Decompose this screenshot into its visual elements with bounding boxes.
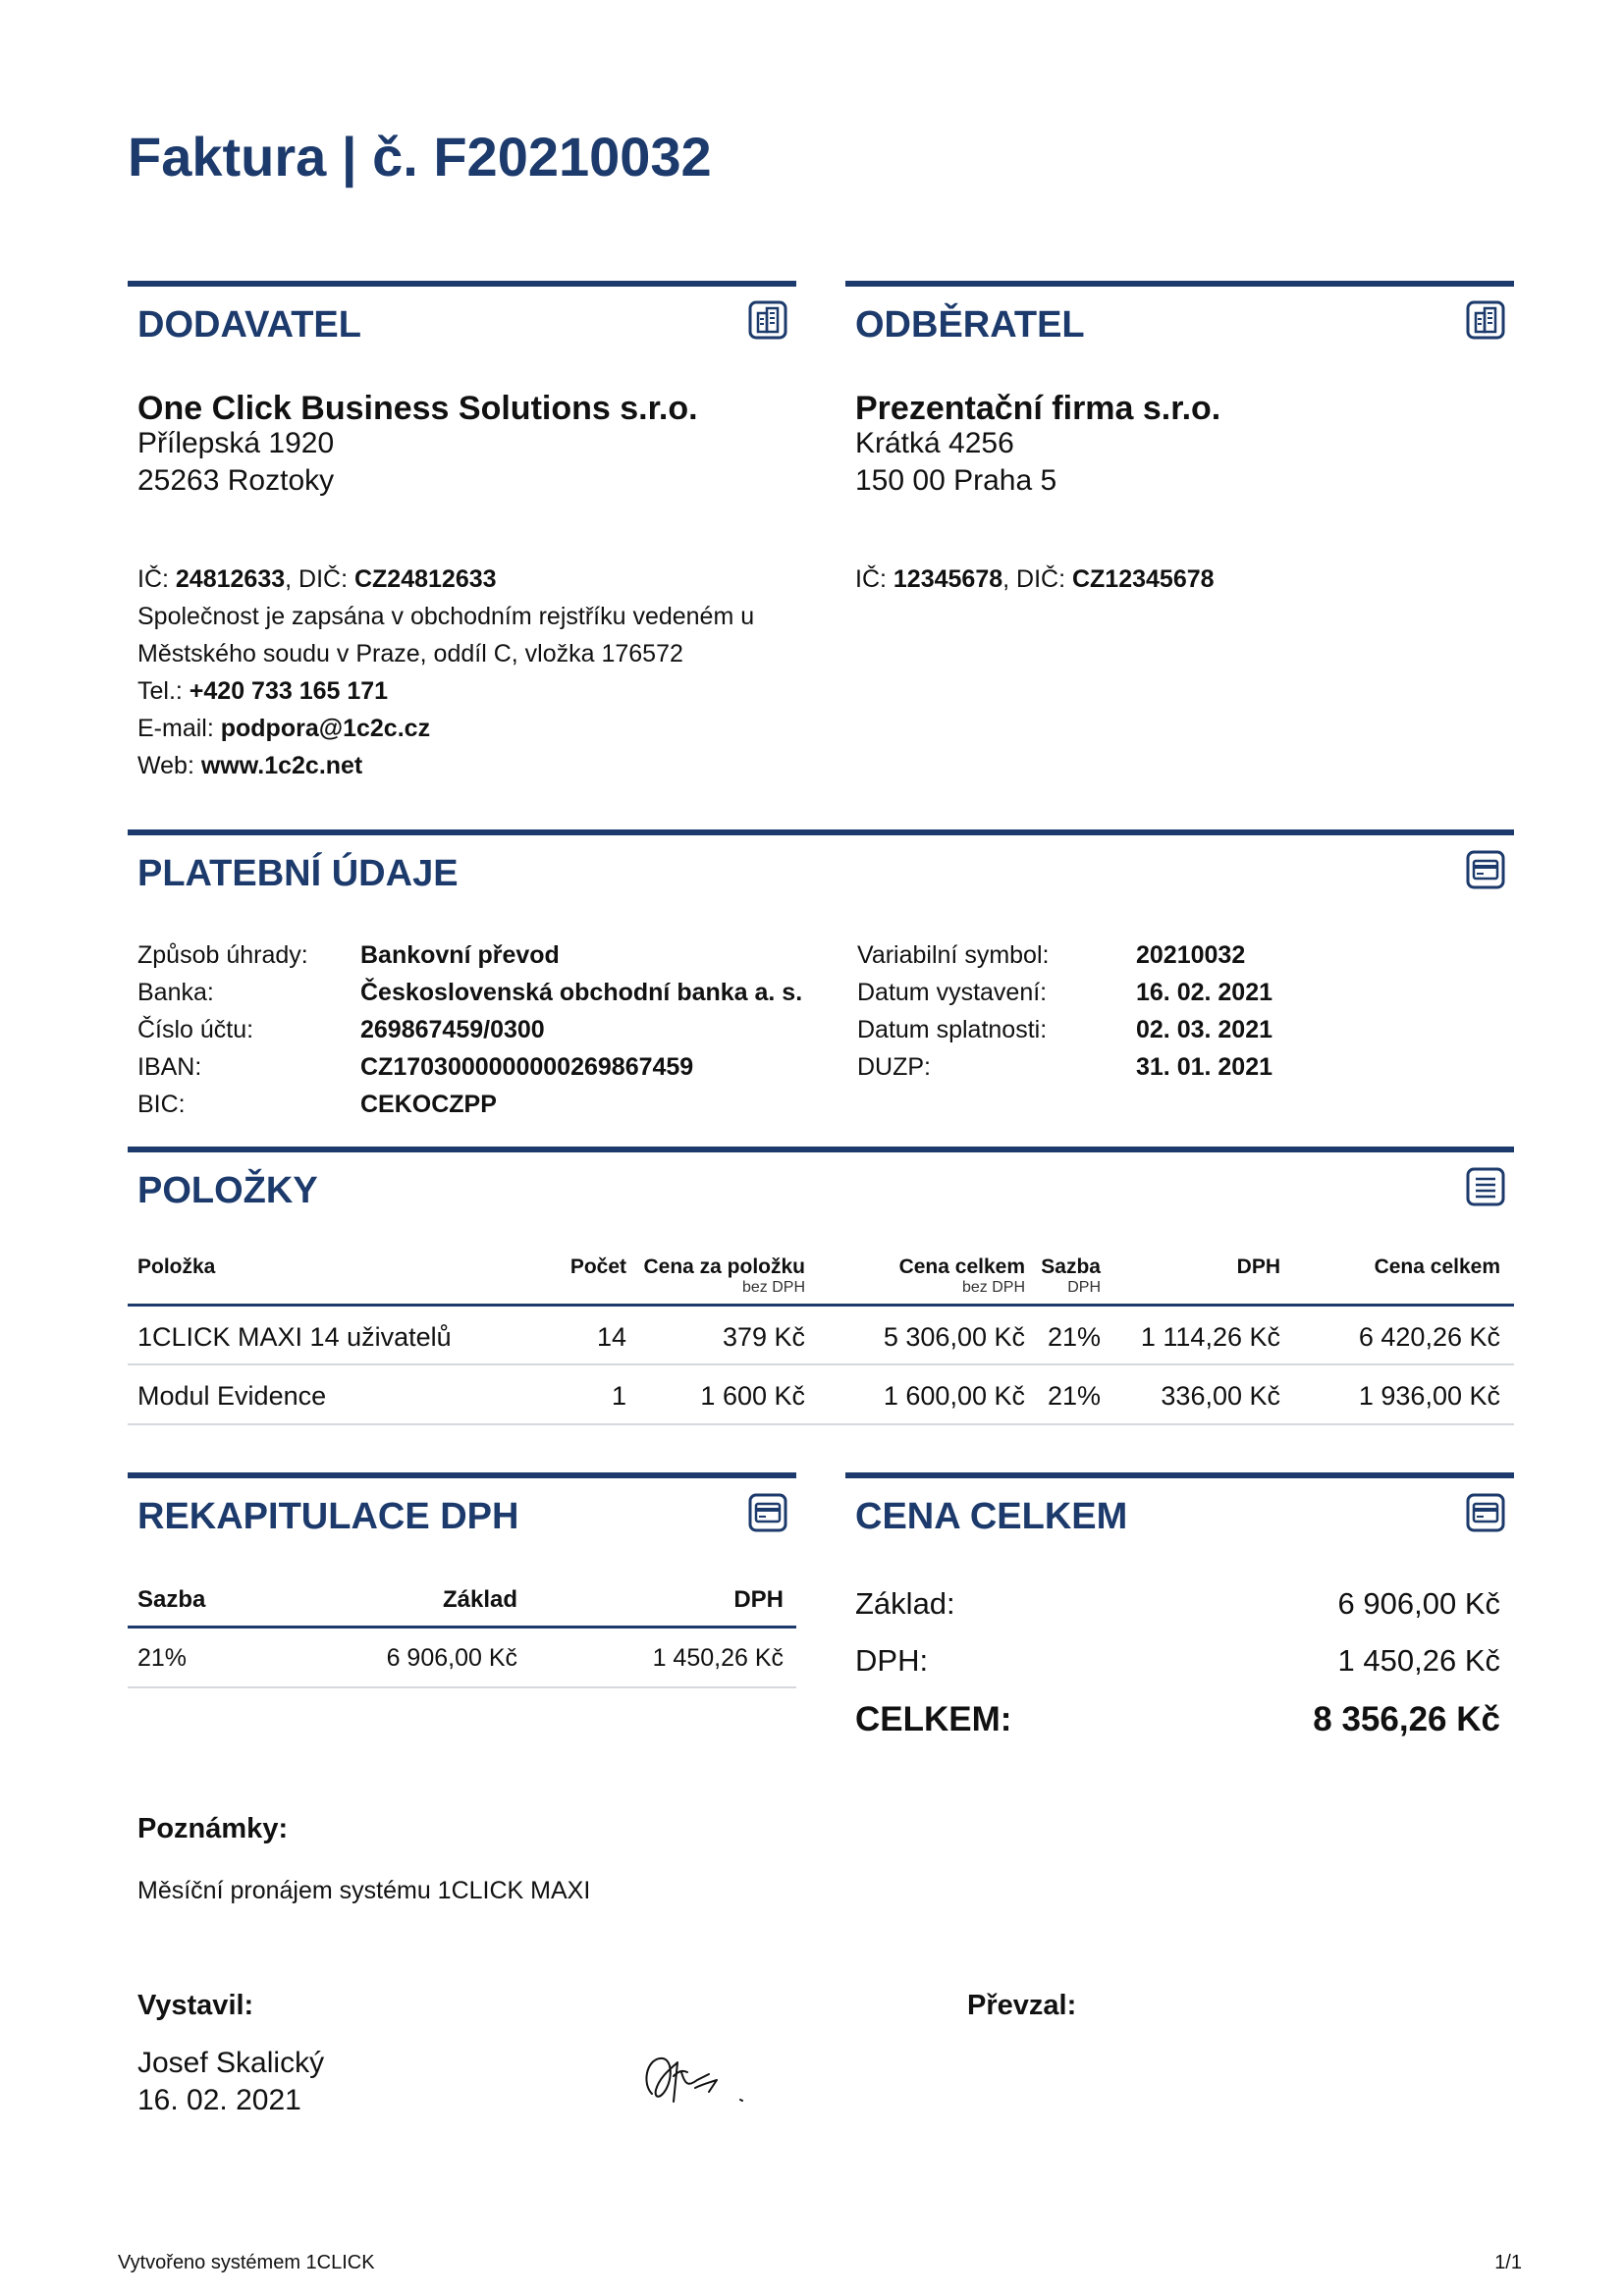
page-number: 1/1 xyxy=(1494,2252,1522,2273)
supplier-ids xyxy=(137,567,497,592)
issued-name: Josef Skalický xyxy=(137,2047,325,2079)
payment-value: 16. 02. 2021 xyxy=(1136,979,1273,1006)
col-count: Počet xyxy=(569,1255,626,1278)
registry-line-2: Městského soudu v Praze, oddíl C, vložka 176572 xyxy=(137,640,683,667)
customer-name: Prezentační firma s.r.o. xyxy=(855,390,1221,427)
payment-value: 269867459/0300 xyxy=(360,1016,545,1043)
supplier-city: 25263 Roztoky xyxy=(137,464,335,497)
supplier-name: One Click Business Solutions s.r.o. xyxy=(137,390,698,427)
tel-label: Tel.: xyxy=(137,677,189,705)
total-heading: CENA CELKEM xyxy=(855,1496,1128,1537)
vat-rate: 21% xyxy=(137,1644,188,1672)
notes-text: Měsíční pronájem systému 1CLICK MAXI xyxy=(137,1877,591,1904)
card-icon xyxy=(1466,1493,1505,1532)
item-total-net: 1 600,00 Kč xyxy=(883,1381,1025,1411)
payment-heading: PLATEBNÍ ÚDAJE xyxy=(137,853,459,894)
building-icon xyxy=(748,300,787,340)
item-count: 14 xyxy=(596,1322,626,1352)
received-label: Převzal: xyxy=(967,1990,1077,2021)
supplier-tel xyxy=(137,679,388,704)
supplier-heading: DODAVATEL xyxy=(137,304,361,346)
payment-label: BIC: xyxy=(137,1091,186,1118)
col-unit-price-sub: bez DPH xyxy=(741,1279,805,1296)
vat-col-vat: DPH xyxy=(733,1586,784,1613)
email-label: E-mail: xyxy=(137,715,221,742)
item-count: 1 xyxy=(611,1381,626,1411)
supplier-dic: CZ24812633 xyxy=(353,565,497,593)
item-total: 6 420,26 Kč xyxy=(1358,1322,1500,1352)
registry-line-1: Společnost je zapsána v obchodním rejstříku vedeném u xyxy=(137,603,755,630)
items-header-line xyxy=(128,1304,1514,1307)
supplier-ic: 24812633 xyxy=(175,565,286,593)
web-value: www.1c2c.net xyxy=(200,752,363,779)
payment-value: Bankovní převod xyxy=(360,941,560,969)
payment-label: DUZP: xyxy=(857,1053,931,1081)
issued-label: Vystavil: xyxy=(137,1990,254,2021)
grand-total-value: 8 356,26 Kč xyxy=(1313,1700,1500,1738)
col-total-net-sub: bez DPH xyxy=(961,1279,1025,1296)
supplier-web xyxy=(137,754,362,778)
col-total-net: Cena celkem xyxy=(898,1255,1025,1278)
payment-label: Datum vystavení: xyxy=(857,979,1048,1006)
grand-total-label: CELKEM: xyxy=(855,1700,1012,1738)
total-bar xyxy=(845,1472,1514,1478)
ic-label: IČ: xyxy=(137,565,176,593)
payment-value: CEKOCZPP xyxy=(360,1091,497,1118)
total-vat-value: 1 450,26 Kč xyxy=(1337,1643,1500,1678)
payment-value: 20210032 xyxy=(1136,941,1246,969)
web-label: Web: xyxy=(137,752,201,779)
row-divider xyxy=(128,1363,1514,1365)
customer-heading: ODBĚRATEL xyxy=(855,304,1085,346)
item-rate: 21% xyxy=(1047,1322,1101,1352)
customer-dic: CZ12345678 xyxy=(1071,565,1215,593)
card-icon xyxy=(748,1493,787,1532)
col-total: Cena celkem xyxy=(1374,1255,1500,1278)
payment-label: Způsob úhrady: xyxy=(137,941,308,969)
vat-base: 6 906,00 Kč xyxy=(386,1644,517,1672)
customer-ids xyxy=(855,567,1215,592)
payment-label: IBAN: xyxy=(137,1053,202,1081)
signature xyxy=(638,2047,756,2115)
item-vat: 336,00 Kč xyxy=(1161,1381,1280,1411)
supplier-bar xyxy=(128,281,796,287)
dic-label: , DIČ: xyxy=(1002,565,1072,593)
vat-summary-heading: REKAPITULACE DPH xyxy=(137,1496,519,1537)
row-divider xyxy=(128,1686,796,1688)
payment-value: 02. 03. 2021 xyxy=(1136,1016,1273,1043)
col-vat: DPH xyxy=(1236,1255,1280,1278)
col-rate: Sazba xyxy=(1041,1255,1101,1278)
supplier-street: Přílepská 1920 xyxy=(137,427,335,459)
vat-summary-bar xyxy=(128,1472,796,1478)
items-bar xyxy=(128,1147,1514,1152)
customer-street: Krátká 4256 xyxy=(855,427,1014,459)
payment-label: Datum splatnosti: xyxy=(857,1016,1048,1043)
customer-city: 150 00 Praha 5 xyxy=(855,464,1057,497)
item-unit-price: 1 600 Kč xyxy=(700,1381,805,1411)
footer-created-by: Vytvořeno systémem 1CLICK xyxy=(118,2252,375,2273)
vat-header-line xyxy=(128,1626,796,1629)
building-icon xyxy=(1466,300,1505,340)
customer-ic: 12345678 xyxy=(893,565,1003,593)
invoice-title: Faktura | č. F20210032 xyxy=(128,126,712,187)
payment-bar xyxy=(128,829,1514,835)
list-icon xyxy=(1466,1167,1505,1206)
payment-value: Československá obchodní banka a. s. xyxy=(360,979,803,1006)
total-vat-label: DPH: xyxy=(855,1643,929,1678)
col-rate-sub: DPH xyxy=(1067,1279,1101,1296)
payment-value: CZ1703000000000269867459 xyxy=(360,1053,694,1081)
items-heading: POLOŽKY xyxy=(137,1170,318,1211)
vat-col-rate: Sazba xyxy=(137,1586,206,1613)
supplier-email xyxy=(137,717,430,741)
total-base-value: 6 906,00 Kč xyxy=(1337,1586,1500,1621)
payment-value: 31. 01. 2021 xyxy=(1136,1053,1273,1081)
item-name: Modul Evidence xyxy=(137,1381,327,1411)
row-divider xyxy=(128,1423,1514,1425)
item-rate: 21% xyxy=(1047,1381,1101,1411)
payment-label: Variabilní symbol: xyxy=(857,941,1050,969)
vat-col-base: Základ xyxy=(442,1586,517,1613)
payment-label: Číslo účtu: xyxy=(137,1016,254,1043)
col-unit-price: Cena za položku xyxy=(643,1255,805,1278)
item-name: 1CLICK MAXI 14 uživatelů xyxy=(137,1322,452,1352)
item-total: 1 936,00 Kč xyxy=(1358,1381,1500,1411)
item-total-net: 5 306,00 Kč xyxy=(883,1322,1025,1352)
customer-bar xyxy=(845,281,1514,287)
issued-date: 16. 02. 2021 xyxy=(137,2084,301,2116)
vat-amount: 1 450,26 Kč xyxy=(652,1644,784,1672)
tel-value: +420 733 165 171 xyxy=(189,677,389,705)
dic-label: , DIČ: xyxy=(285,565,354,593)
item-vat: 1 114,26 Kč xyxy=(1140,1322,1280,1352)
ic-label: IČ: xyxy=(855,565,893,593)
col-item: Položka xyxy=(137,1255,216,1278)
card-icon xyxy=(1466,850,1505,889)
payment-label: Banka: xyxy=(137,979,214,1006)
total-base-label: Základ: xyxy=(855,1586,955,1621)
notes-label: Poznámky: xyxy=(137,1813,289,1844)
email-value: podpora@1c2c.cz xyxy=(220,715,431,742)
item-unit-price: 379 Kč xyxy=(722,1322,805,1352)
